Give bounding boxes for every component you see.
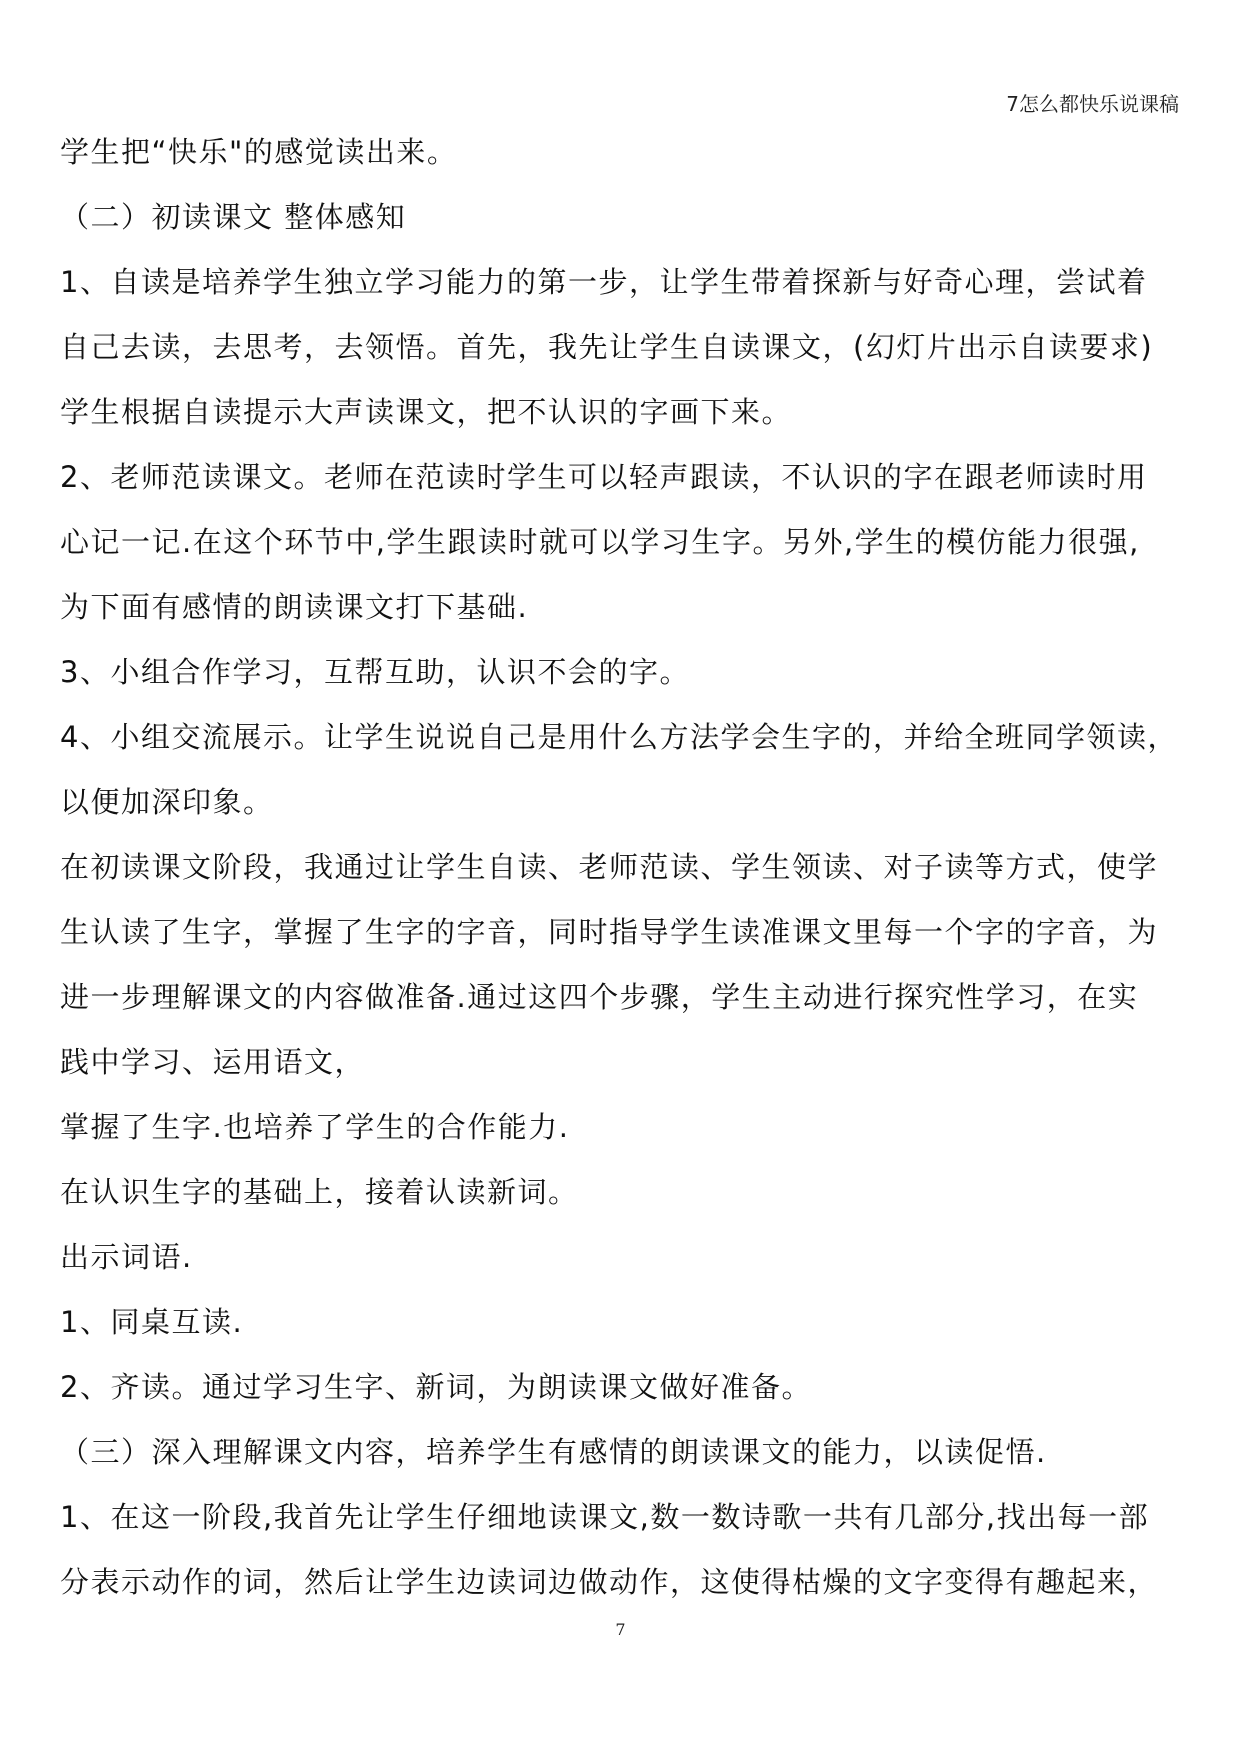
text-line: 进一步理解课文的内容做准备.通过这四个步骤，学生主动进行探究性学习，在实 — [60, 980, 1139, 1014]
section-heading: （二）初读课文 整体感知 — [60, 200, 407, 234]
section-heading: （三）深入理解课文内容，培养学生有感情的朗读课文的能力，以读促悟. — [60, 1435, 1047, 1469]
text-line: 2、老师范读课文。老师在范读时学生可以轻声跟读，不认识的字在跟老师读时用 — [60, 460, 1148, 494]
page-number: 7 — [615, 1620, 626, 1639]
text-line: 以便加深印象。 — [60, 785, 274, 819]
text-line: 分表示动作的词，然后让学生边读词边做动作，这使得枯燥的文字变得有趣起来， — [60, 1565, 1159, 1599]
body-text — [60, 120, 1182, 1615]
text-line: 2、齐读。通过学习生字、新词，为朗读课文做好准备。 — [60, 1370, 812, 1404]
text-line: 3、小组合作学习，互帮互助，认识不会的字。 — [60, 655, 690, 689]
text-line: 心记一记.在这个环节中,学生跟读时就可以学习生字。另外,学生的模仿能力很强, — [60, 525, 1140, 559]
text-line: 1、自读是培养学生独立学习能力的第一步，让学生带着探新与好奇心理，尝试着 — [60, 265, 1148, 299]
text-line: 学生根据自读提示大声读课文，把不认识的字画下来。 — [60, 395, 793, 429]
text-line: 1、在这一阶段,我首先让学生仔细地读课文,数一数诗歌一共有几部分,找出每一部 — [60, 1500, 1150, 1534]
text-line: 学生把“快乐"的感觉读出来。 — [60, 135, 458, 169]
text-line: 自己去读，去思考，去领悟。首先，我先让学生自读课文，(幻灯片出示自读要求) — [60, 330, 1154, 364]
text-line: 4、小组交流展示。让学生说说自己是用什么方法学会生字的，并给全班同学领读， — [60, 720, 1178, 754]
text-line: 掌握了生字.也培养了学生的合作能力. — [60, 1110, 570, 1144]
text-line: 出示词语. — [60, 1240, 193, 1274]
text-line: 为下面有感情的朗读课文打下基础. — [60, 590, 529, 624]
text-line: 1、同桌互读. — [60, 1305, 244, 1339]
text-line: 在初读课文阶段，我通过让学生自读、老师范读、学生领读、对子读等方式，使学 — [60, 850, 1159, 884]
text-line: 践中学习、运用语文， — [60, 1045, 366, 1079]
text-line: 在认识生字的基础上，接着认读新词。 — [60, 1175, 579, 1209]
running-header: 7怎么都快乐说课稿 — [1006, 92, 1179, 116]
text-line: 生认读了生字，掌握了生字的字音，同时指导学生读准课文里每一个字的字音，为 — [60, 915, 1159, 949]
